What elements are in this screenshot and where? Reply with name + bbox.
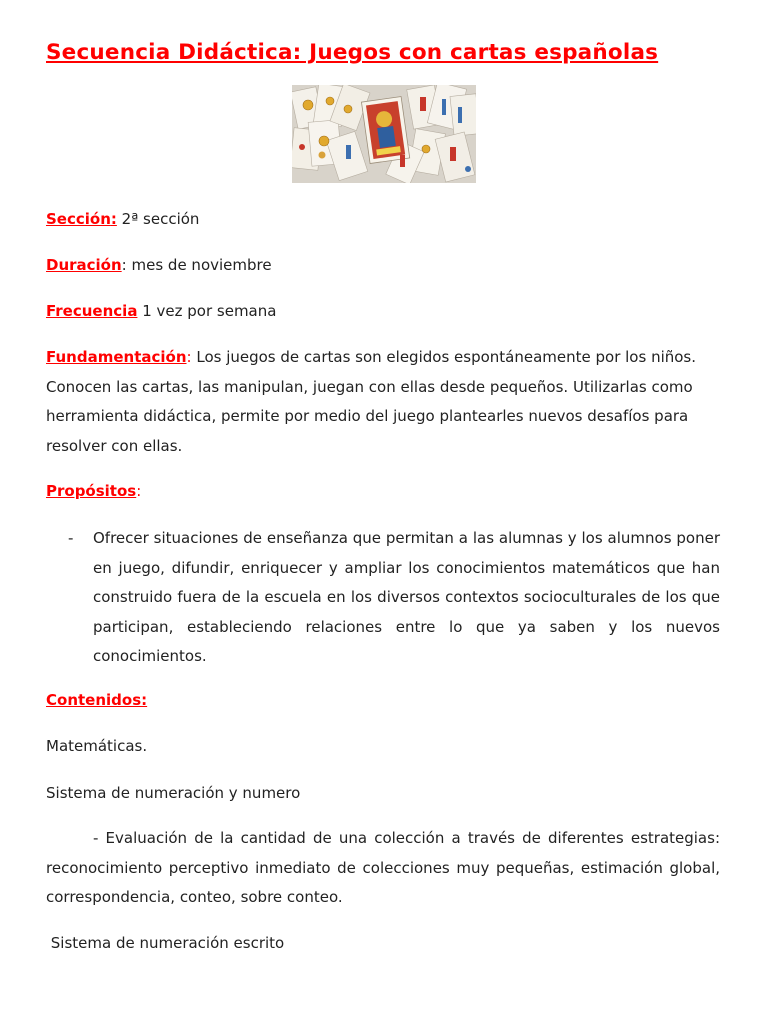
seccion-value: 2ª sección (116, 210, 200, 228)
frecuencia-label: Frecuencia (46, 302, 138, 320)
frecuencia-line (46, 297, 276, 327)
contenidos-line (46, 686, 147, 716)
duracion-value: : mes de noviembre (121, 256, 272, 274)
seccion-label: Sección (46, 210, 111, 228)
duracion-line (46, 251, 272, 281)
propositos-bullet-text: Ofrecer situaciones de enseñanza que permitan a las alumnas y los alumnos poner en juego, difundir, enriquecer y ampliar los conocimientos matemáticos que han construido fuera de la escuela en los diversos contextos socioculturales de los que participan, estableciendo relaciones entre lo que ya saben y los nuevos conocimientos. (93, 529, 720, 665)
duracion-label: Duración (46, 256, 122, 274)
fundamentacion-paragraph (46, 343, 726, 461)
fundamentacion-colon: : (186, 348, 192, 366)
fundamentacion-label: Fundamentación (46, 348, 187, 366)
contenidos-area: Matemáticas. (46, 737, 148, 755)
document-title: Secuencia Didáctica: Juegos con cartas españolas (46, 40, 659, 65)
spanish-cards-image (292, 85, 476, 183)
contenidos-subtitle-numeracion: Sistema de numeración y numero (46, 784, 301, 802)
propositos-label: Propósitos (46, 482, 137, 500)
fundamentacion-text: Los juegos de cartas son elegidos espontáneamente por los niños. Conocen las cartas, las manipulan, juegan con ellas desde pequeños. Utilizarlas como herramienta didáctica, permite por medio del juego plantearles nuevos desafíos para resolver con ellas. (46, 348, 697, 455)
propositos-bullet-marker: - (68, 529, 74, 547)
propositos-colon: : (136, 482, 142, 500)
contenidos-item-evaluacion: - Evaluación de la cantidad de una colección a través de diferentes estrategias: reconocimiento perceptivo inmediato de colecciones muy pequeñas, estimación global, correspondencia, conteo, sobre conteo. (46, 829, 720, 906)
seccion-line (46, 205, 199, 235)
contenidos-subtitle-numeracion-escrito: Sistema de numeración escrito (46, 934, 285, 952)
seccion-colon: : (110, 210, 117, 228)
frecuencia-value: 1 vez por semana (137, 302, 277, 320)
contenidos-label: Contenidos: (46, 691, 148, 709)
propositos-line (46, 477, 141, 507)
